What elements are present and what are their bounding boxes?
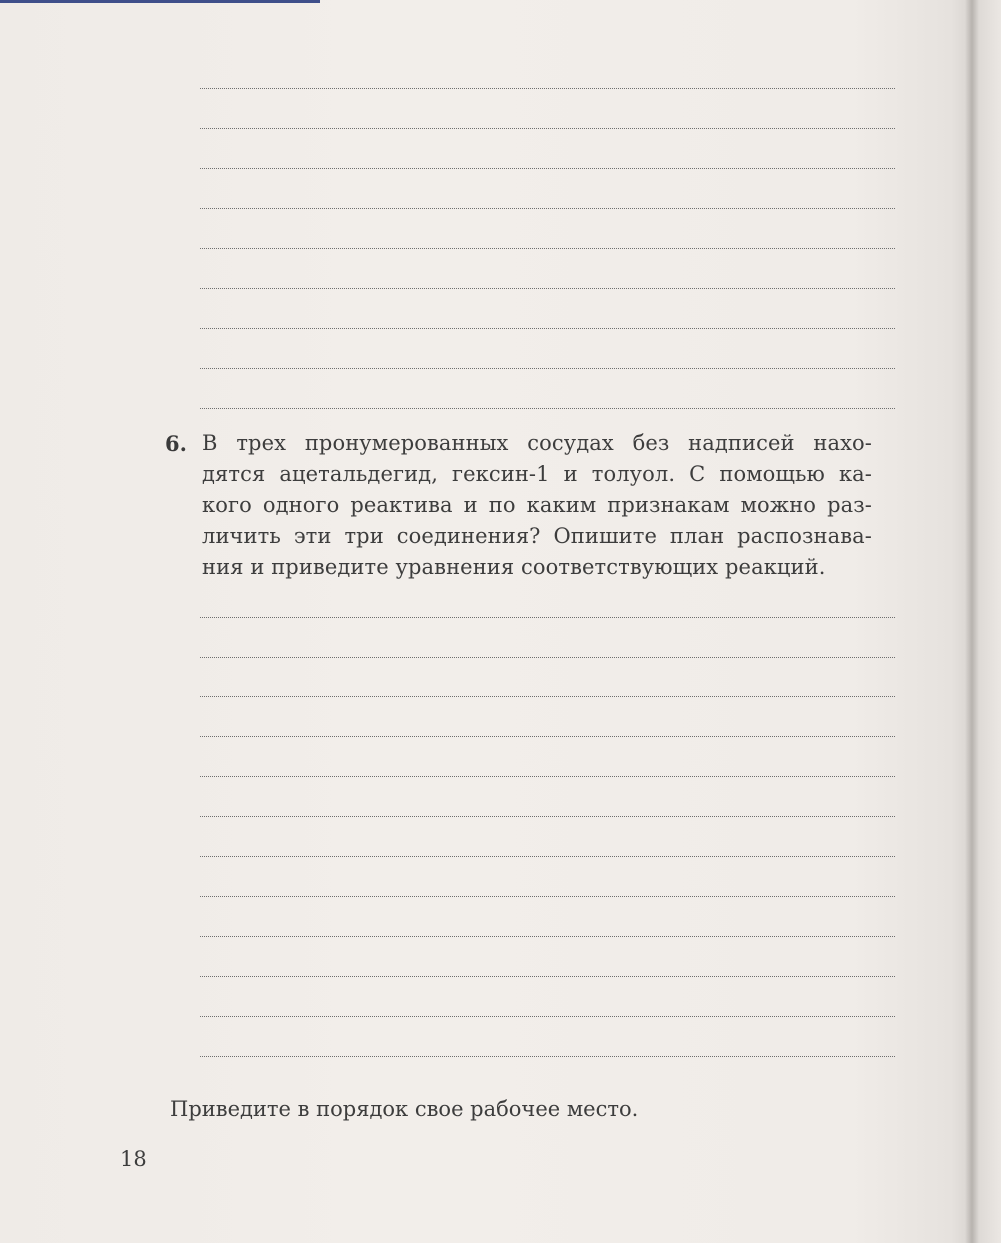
answer-line[interactable] (200, 736, 895, 737)
answer-line[interactable] (200, 328, 895, 329)
page-number: 18 (120, 1147, 147, 1171)
answer-line[interactable] (200, 288, 895, 289)
spine-shadow (965, 0, 979, 1243)
answer-line[interactable] (200, 368, 895, 369)
answer-line[interactable] (200, 88, 895, 89)
task-text-line: кого одного реактива и по каким признакам можно раз- (202, 493, 872, 517)
answer-line[interactable] (200, 776, 895, 777)
task-number: 6. (165, 431, 187, 456)
answer-line[interactable] (200, 856, 895, 857)
answer-line[interactable] (200, 408, 895, 409)
answer-line[interactable] (200, 168, 895, 169)
answer-line[interactable] (200, 816, 895, 817)
task-text-line: ния и приведите уравнения соответствующих реакций. (202, 555, 826, 579)
answer-line[interactable] (200, 936, 895, 937)
task-text-line: дятся ацетальдегид, гексин-1 и толуол. С помощью ка- (202, 462, 872, 486)
task-text-line: личить эти три соединения? Опишите план распознава- (202, 524, 872, 548)
answer-line[interactable] (200, 128, 895, 129)
cover-edge-strip (0, 0, 320, 3)
answer-line[interactable] (200, 896, 895, 897)
answer-line[interactable] (200, 208, 895, 209)
answer-line[interactable] (200, 1016, 895, 1017)
answer-line[interactable] (200, 657, 895, 658)
task-text-line: В трех пронумерованных сосудах без надписей нахо- (202, 431, 872, 455)
answer-line[interactable] (200, 696, 895, 697)
footer-instruction: Приведите в порядок свое рабочее место. (170, 1097, 639, 1121)
answer-line[interactable] (200, 1056, 895, 1057)
task-text (202, 428, 872, 583)
answer-line[interactable] (200, 248, 895, 249)
answer-line[interactable] (200, 617, 895, 618)
answer-line[interactable] (200, 976, 895, 977)
